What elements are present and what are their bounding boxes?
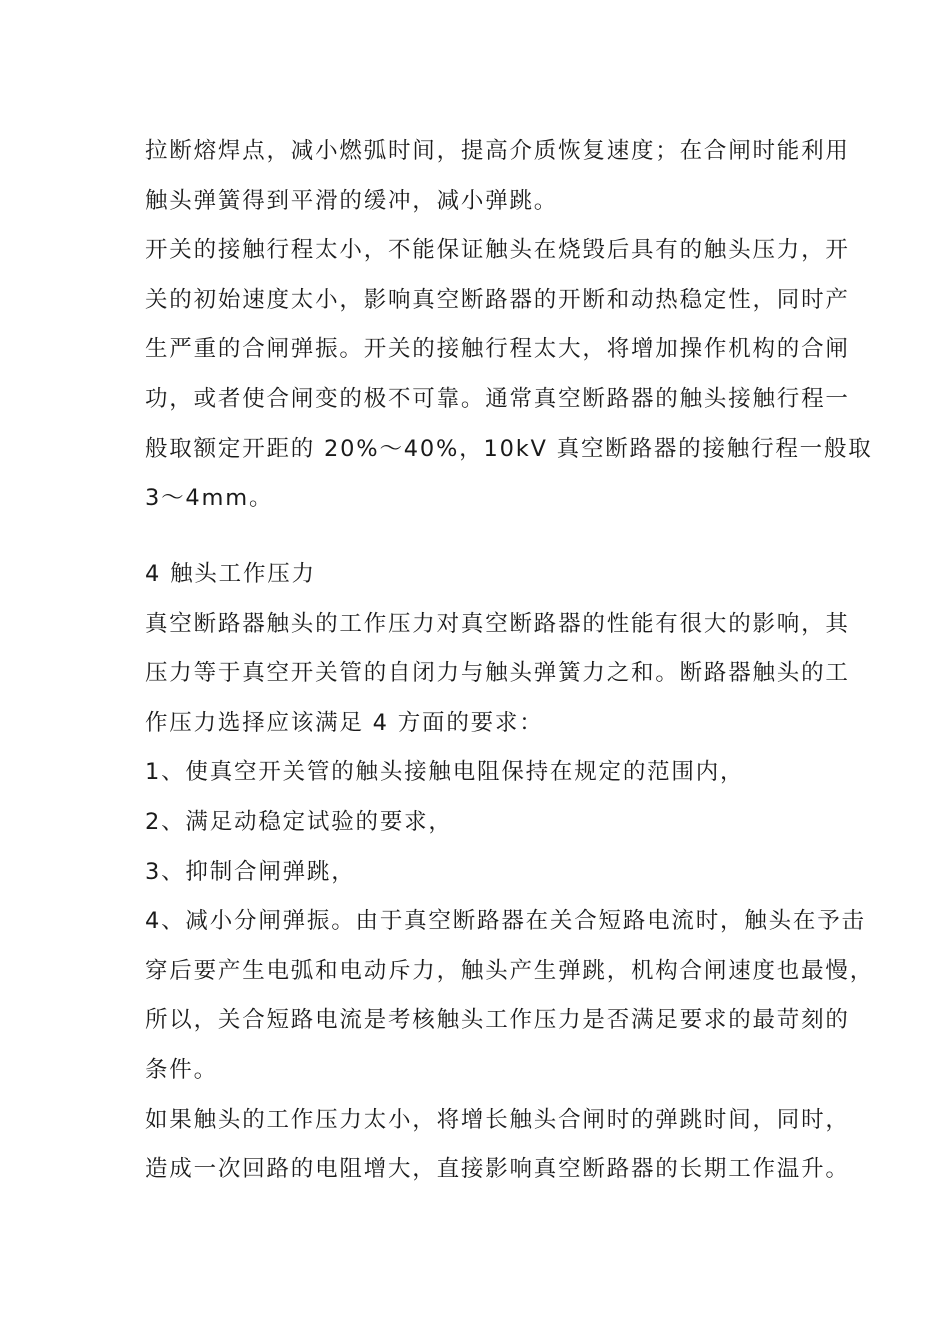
text-line: 般取额定开距的 20%～40%，10kV 真空断路器的接触行程一般取: [145, 435, 873, 462]
text-line: 触头弹簧得到平滑的缓冲，减小弹跳。: [145, 187, 559, 214]
text-line: 生严重的合闸弹振。开关的接触行程太大，将增加操作机构的合闸: [145, 336, 850, 363]
text-line: 穿后要产生电弧和电动斥力，触头产生弹跳，机构合闸速度也最慢，: [145, 957, 875, 984]
text-line: 压力等于真空开关管的自闭力与触头弹簧力之和。断路器触头的工: [145, 660, 850, 687]
list-item: 1、使真空开关管的触头接触电阻保持在规定的范围内，: [145, 759, 745, 786]
text-line: 3～4mm。: [145, 485, 274, 512]
text-line: 如果触头的工作压力太小，将增长触头合闸时的弹跳时间，同时，: [145, 1106, 850, 1133]
text-line: 所以，关合短路电流是考核触头工作压力是否满足要求的最苛刻的: [145, 1007, 850, 1034]
text-line: 条件。: [145, 1056, 218, 1083]
list-item: 2、满足动稳定试验的要求，: [145, 808, 453, 835]
paragraph-block-contact-travel: [145, 127, 873, 524]
text-line: 真空断路器触头的工作压力对真空断路器的性能有很大的影响，其: [145, 610, 850, 637]
text-line: 作压力选择应该满足 4 方面的要求：: [145, 709, 544, 736]
list-item: 4、减小分闸弹振。由于真空断路器在关合短路电流时，触头在予击: [145, 908, 866, 935]
text-line: 开关的接触行程太小，不能保证触头在烧毁后具有的触头压力，开: [145, 237, 850, 264]
list-item: 3、抑制合闸弹跳，: [145, 858, 356, 885]
text-line: 功，或者使合闸变的极不可靠。通常真空断路器的触头接触行程一: [145, 385, 850, 412]
text-line: 拉断熔焊点，减小燃弧时间，提高介质恢复速度；在合闸时能利用: [145, 138, 850, 164]
section-contact-pressure: [145, 550, 874, 1195]
section-heading: 4 触头工作压力: [145, 561, 316, 587]
text-line: 造成一次回路的电阻增大，直接影响真空断路器的长期工作温升。: [145, 1156, 850, 1183]
text-line: 关的初始速度太小，影响真空断路器的开断和动热稳定性，同时产: [145, 286, 850, 313]
